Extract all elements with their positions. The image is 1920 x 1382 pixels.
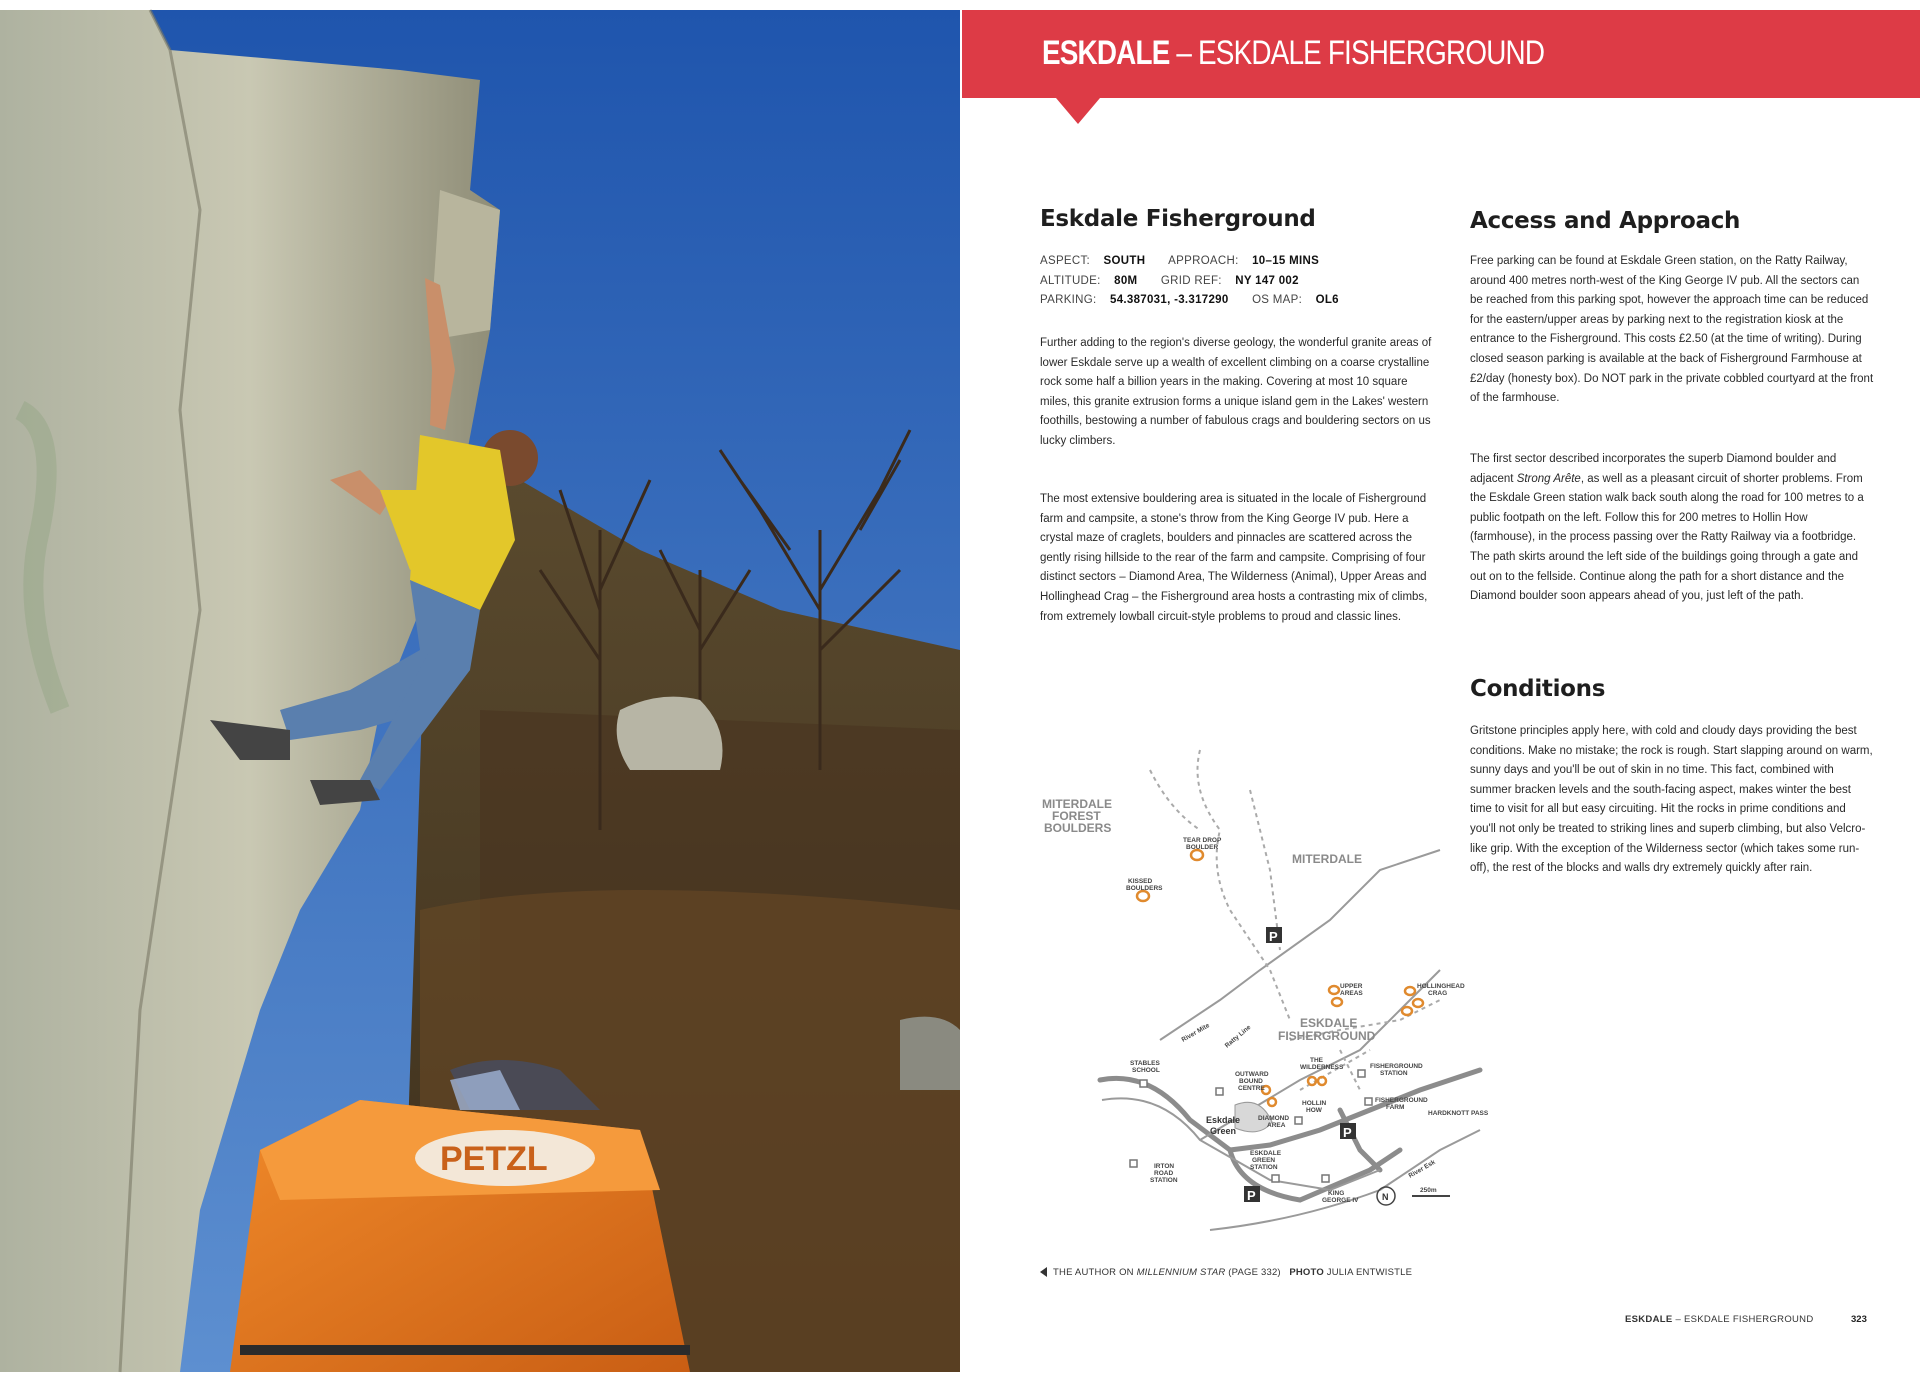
conditions-heading: Conditions xyxy=(1470,676,1606,702)
route-name: Strong Arête xyxy=(1516,472,1581,485)
label-outward: OUTWARD xyxy=(1235,1071,1269,1078)
label-the: THE xyxy=(1310,1057,1323,1064)
intro-paragraph: Further adding to the region's diverse geology, the wonderful granite areas of lower Eskdale serve up a wealth of excellent climbing on a coarse crystalline rock some half a billion years in the making. Covering at most 10 square miles, this granite extrusion forms a unique island gem in the Lakes' western foothills, bestowing a number of fabulous crags and bouldering sectors on us lucky climbers. xyxy=(1040,337,1432,447)
label-bound: BOUND xyxy=(1239,1078,1263,1085)
altitude-value: 80M xyxy=(1114,274,1138,287)
banner-area: ESKDALE xyxy=(1042,34,1170,72)
conditions-paragraph: Gritstone principles apply here, with cold and cloudy days providing the best conditions. Make no mistake; the rock is rough. Start slapping around on warm, sunny days and you'll be out of skin in no time. This fact, combined with summer bracken levels and the south-facing aspect, makes winter the best time to visit for all but easy circuiting. Hit the rocks in prime conditions and you'll not only be treated to striking lines and superb climbing, but also Velcro-like grip. With the exception of the Wilderness sector (which takes some run-off), the rest of the blocks and walls dry extremely quickly after rain. xyxy=(1470,725,1873,875)
label-hollinghead: HOLLINGHEAD xyxy=(1417,983,1465,990)
label-kissed: KISSED xyxy=(1128,878,1153,885)
parking-icon: P xyxy=(1343,1125,1352,1140)
access-heading: Access and Approach xyxy=(1470,208,1741,234)
page-number: 323 xyxy=(1851,1314,1867,1325)
parking-icon: P xyxy=(1269,929,1278,944)
area-map xyxy=(1040,750,1489,1250)
gridref-label: GRID REF: xyxy=(1160,274,1222,287)
label-fisherground-station: FISHERGROUND xyxy=(1370,1063,1423,1070)
access-paragraph-1: Free parking can be found at Eskdale Green station, on the Ratty Railway, around 400 metres north-west of the King George IV pub. All the sectors can be reached from this parking spot, however the approach time can be reduced for the eastern/upper areas by parking next to the registration kiosk at the entrance to the Fisherground. This costs £2.50 (at the time of writing). During closed season parking is available at the back of Fisherground Farmhouse at £2/day (honesty box). Do NOT park in the private cobbled courtyard at the front of the farmhouse. xyxy=(1470,255,1874,405)
parking-label: PARKING: xyxy=(1040,294,1097,306)
caption-photographer: JULIA ENTWISTLE xyxy=(1326,1267,1413,1278)
label-eskdale-green-2: Green xyxy=(1210,1126,1237,1136)
label-station-2: STATION xyxy=(1250,1164,1278,1171)
label-teardrop: TEAR DROP xyxy=(1183,837,1222,844)
label-area: AREA xyxy=(1267,1122,1286,1129)
gridref-value: NY 147 002 xyxy=(1235,274,1299,287)
label-kissed-boulders: BOULDERS xyxy=(1126,885,1163,892)
footer-separator: – xyxy=(1672,1314,1684,1325)
label-green: GREEN xyxy=(1252,1157,1276,1164)
access-paragraph-2 xyxy=(1470,450,1874,607)
label-hollin: HOLLIN xyxy=(1302,1100,1327,1107)
label-irton: IRTON xyxy=(1154,1163,1175,1170)
label-fisherground-farm: FISHERGROUND xyxy=(1375,1097,1428,1104)
label-boulders: BOULDERS xyxy=(1044,821,1112,835)
label-ratty-line: Ratty Line xyxy=(1223,1023,1253,1050)
map-scale-label: 250m xyxy=(1420,1187,1437,1194)
aspect-label: ASPECT: xyxy=(1040,255,1091,267)
label-teardrop-boulder: BOULDER xyxy=(1186,844,1219,851)
caption-photo-label: PHOTO xyxy=(1289,1267,1324,1278)
label-diamond: DIAMOND xyxy=(1258,1115,1290,1122)
crash-pad xyxy=(230,1100,690,1372)
access-text-a: The first sector described incorporates the superb Diamond boulder and adjacent xyxy=(1470,453,1837,485)
label-river-mite: River Mite xyxy=(1180,1022,1211,1044)
main-heading: Eskdale Fisherground xyxy=(1040,206,1316,232)
osmap-value: OL6 xyxy=(1315,294,1339,306)
banner-notch xyxy=(1056,98,1100,124)
label-station-3: STATION xyxy=(1150,1177,1178,1184)
label-king: KING xyxy=(1328,1190,1345,1197)
label-centre: CENTRE xyxy=(1238,1085,1265,1092)
label-station: STATION xyxy=(1380,1070,1408,1077)
label-forest: FOREST xyxy=(1052,809,1101,823)
label-eskdale-green: Eskdale xyxy=(1206,1115,1241,1125)
caption-prefix: THE AUTHOR ON xyxy=(1053,1267,1137,1278)
approach-value: 10–15 MINS xyxy=(1252,255,1320,267)
access-text-b: , as well as a pleasant circuit of shorter problems. From the Eskdale Green station walk back south along the road for 100 metres to a public footpath on the left. Follow this for 200 metres to Hollin How (farmhouse), in the process passing over the Ratty Railway via a footbridge. The path skirts around the left side of the buildings going through a gate and out on to the fellside. Continue along the path for a short distance and the Diamond boulder soon appears ahead of you, just left of the path. xyxy=(1470,472,1864,603)
label-eskdale: ESKDALE xyxy=(1300,1016,1358,1030)
parking-icon: P xyxy=(1247,1188,1256,1203)
footer-area: ESKDALE xyxy=(1625,1314,1673,1325)
label-miterdale-forest: MITERDALE xyxy=(1042,797,1112,811)
label-how: HOW xyxy=(1306,1107,1322,1114)
label-road: ROAD xyxy=(1154,1170,1174,1177)
left-arrow-icon xyxy=(1040,1267,1047,1277)
crag-meta xyxy=(1040,252,1359,311)
label-school: SCHOOL xyxy=(1132,1067,1160,1074)
aspect-value: SOUTH xyxy=(1103,255,1146,267)
label-stables: STABLES xyxy=(1130,1060,1160,1067)
banner-separator: – xyxy=(1169,34,1199,72)
running-footer xyxy=(1625,1314,1814,1325)
label-hardknott-pass: HARDKNOTT PASS xyxy=(1428,1110,1489,1117)
footer-venue: ESKDALE FISHERGROUND xyxy=(1683,1314,1814,1325)
caption-route: MILLENNIUM STAR xyxy=(1136,1267,1226,1278)
label-george: GEORGE IV xyxy=(1322,1197,1359,1204)
section-banner xyxy=(962,10,1920,98)
label-upper: UPPER xyxy=(1340,983,1363,990)
photo-caption xyxy=(1040,1267,1412,1278)
label-river-esk: River Esk xyxy=(1407,1158,1437,1180)
altitude-label: ALTITUDE: xyxy=(1040,274,1101,287)
label-miterdale: MITERDALE xyxy=(1292,852,1362,866)
label-farm: FARM xyxy=(1386,1104,1405,1111)
label-areas: AREAS xyxy=(1340,990,1363,997)
banner-venue: ESKDALE FISHERGROUND xyxy=(1198,34,1545,72)
background-boulder xyxy=(617,697,723,770)
climber-photo xyxy=(0,10,960,1372)
parking-value: 54.387031, -3.317290 xyxy=(1110,294,1229,306)
label-wilderness: WILDERNESS xyxy=(1300,1064,1344,1071)
label-fisherground: FISHERGROUND xyxy=(1278,1029,1376,1043)
north-arrow-icon xyxy=(1377,1187,1395,1205)
area-paragraph: The most extensive bouldering area is situated in the locale of Fisherground farm and campsite, a stone's throw from the King George IV pub. Here a crystal maze of craglets, boulders and pinnacles are scattered across the gently rising hillside to the rear of the farm and campsite. Comprising of four distinct sectors – Diamond Area, The Wilderness (Animal), Upper Areas and Hollinghead Crag – the Fisherground area hosts a contrasting mix of climbs, from extremely lowball circuit-style problems to proud and classic lines. xyxy=(1040,493,1428,623)
map-big-labels xyxy=(1042,797,1376,1043)
label-eskdale-green-station: ESKDALE xyxy=(1250,1150,1282,1157)
label-crag: CRAG xyxy=(1428,990,1448,997)
guide-page xyxy=(960,10,1920,1372)
approach-label: APPROACH: xyxy=(1168,255,1239,267)
svg-text:PETZL: PETZL xyxy=(440,1140,548,1178)
north-label: N xyxy=(1382,1192,1389,1202)
osmap-label: OS MAP: xyxy=(1252,294,1303,306)
caption-page-ref: (PAGE 332) xyxy=(1225,1267,1281,1278)
banner-title xyxy=(1042,34,1544,73)
